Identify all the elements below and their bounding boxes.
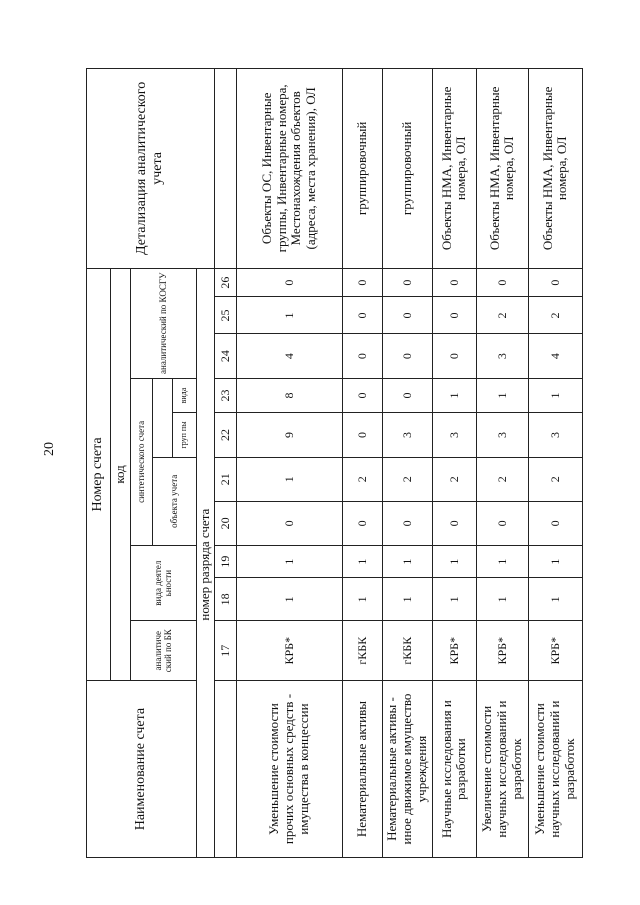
row-d23: 1: [432, 378, 476, 413]
row-detail: Объекты НМА, Инвентарные номера, ОЛ: [432, 69, 476, 269]
row-d26: 0: [342, 268, 382, 297]
table-row: [476, 69, 528, 858]
row-d18: 1: [236, 578, 342, 621]
row-code: гКБК: [382, 621, 432, 681]
row-d25: 2: [528, 297, 582, 334]
header-kosgu: аналитический по КОСГУ: [131, 268, 197, 378]
row-d19: 1: [432, 546, 476, 578]
table-row: [382, 69, 432, 858]
row-d18: 1: [432, 578, 476, 621]
row-d26: 0: [382, 268, 432, 297]
digit-25: 25: [214, 297, 236, 334]
header-kind: вида: [173, 378, 197, 413]
rotated-table-wrapper: [86, 68, 577, 858]
row-d26: 0: [476, 268, 528, 297]
row-d21: 2: [342, 457, 382, 501]
row-d19: 1: [236, 546, 342, 578]
row-detail: группировочный: [382, 69, 432, 269]
row-code: КРБ*: [528, 621, 582, 681]
table-row: [342, 69, 382, 858]
header-detail: Детализация аналитического учета: [87, 69, 215, 269]
header-digit-no: номер разряда счета: [197, 268, 215, 680]
row-d25: 0: [342, 297, 382, 334]
row-d20: 0: [528, 501, 582, 545]
row-d25: 1: [236, 297, 342, 334]
row-detail: группировочный: [342, 69, 382, 269]
row-d24: 4: [528, 334, 582, 378]
page-number: 20: [42, 442, 57, 456]
row-d18: 1: [528, 578, 582, 621]
table-row: [528, 69, 582, 858]
header-digit-spacer: [197, 681, 215, 858]
row-d20: 0: [342, 501, 382, 545]
row-name: Нематериальные активы: [342, 681, 382, 858]
row-name: Научные исследования и разработки: [432, 681, 476, 858]
row-d26: 0: [236, 268, 342, 297]
digit-17: 17: [214, 621, 236, 681]
row-detail: Объекты НМА, Инвентарные номера, ОЛ: [476, 69, 528, 269]
table-row: [236, 69, 342, 858]
row-d18: 1: [382, 578, 432, 621]
row-d22: 3: [432, 413, 476, 457]
digit-20: 20: [214, 501, 236, 545]
row-d24: 3: [476, 334, 528, 378]
header-analytic-bk: аналитиче ский по БК: [131, 621, 197, 681]
row-d21: 2: [528, 457, 582, 501]
header-name: Наименование счета: [87, 681, 197, 858]
row-detail: Объекты НМА, Инвентарные номера, ОЛ: [528, 69, 582, 269]
header-number: Номер счета: [87, 268, 111, 680]
row-d21: 1: [236, 457, 342, 501]
row-code: гКБК: [342, 621, 382, 681]
digit-23: 23: [214, 378, 236, 413]
header-code: код: [111, 268, 131, 680]
digit-24: 24: [214, 334, 236, 378]
row-d19: 1: [382, 546, 432, 578]
row-d22: 9: [236, 413, 342, 457]
row-d21: 2: [382, 457, 432, 501]
row-d24: 0: [342, 334, 382, 378]
digit-blank-detail: [214, 69, 236, 269]
row-d18: 1: [342, 578, 382, 621]
row-d19: 1: [342, 546, 382, 578]
row-d23: 0: [382, 378, 432, 413]
row-d23: 0: [342, 378, 382, 413]
row-d23: 1: [528, 378, 582, 413]
row-code: КРБ*: [236, 621, 342, 681]
digit-21: 21: [214, 457, 236, 501]
table-row: [432, 69, 476, 858]
digit-19: 19: [214, 546, 236, 578]
row-d20: 0: [382, 501, 432, 545]
header-activity: вида деятел ьности: [131, 546, 197, 621]
row-d22: 3: [382, 413, 432, 457]
row-detail: Объекты ОС, Инвентарные группы, Инвентарные номера, Местонахождения объектов (адреса, места хранения), ОЛ: [236, 69, 342, 269]
row-d20: 0: [432, 501, 476, 545]
row-d20: 0: [476, 501, 528, 545]
header-group-kind-spacer: [153, 378, 173, 457]
row-code: КРБ*: [476, 621, 528, 681]
header-synthetic: синтетического счета: [131, 378, 153, 545]
row-d23: 1: [476, 378, 528, 413]
digit-26: 26: [214, 268, 236, 297]
row-d19: 1: [528, 546, 582, 578]
row-d25: 0: [382, 297, 432, 334]
row-d19: 1: [476, 546, 528, 578]
digit-blank: [214, 681, 236, 858]
row-d18: 1: [476, 578, 528, 621]
row-d23: 8: [236, 378, 342, 413]
row-d26: 0: [432, 268, 476, 297]
digit-22: 22: [214, 413, 236, 457]
header-object: объекта учета: [153, 457, 197, 545]
row-name: Уменьшение стоимости прочих основных средств - имущества в концессии: [236, 681, 342, 858]
row-d24: 4: [236, 334, 342, 378]
row-d24: 0: [382, 334, 432, 378]
accounts-table: [86, 68, 583, 858]
header-group: груп пы: [173, 413, 197, 457]
row-code: КРБ*: [432, 621, 476, 681]
row-name: Нематериальные активы - иное движимое имущество учреждения: [382, 681, 432, 858]
row-d22: 3: [528, 413, 582, 457]
row-d25: 0: [432, 297, 476, 334]
row-d21: 2: [432, 457, 476, 501]
row-d25: 2: [476, 297, 528, 334]
row-d21: 2: [476, 457, 528, 501]
row-d22: 0: [342, 413, 382, 457]
row-name: Увеличение стоимости научных исследований и разработок: [476, 681, 528, 858]
row-name: Уменьшение стоимости научных исследований и разработок: [528, 681, 582, 858]
row-d24: 0: [432, 334, 476, 378]
row-d26: 0: [528, 268, 582, 297]
digit-18: 18: [214, 578, 236, 621]
row-d22: 3: [476, 413, 528, 457]
row-d20: 0: [236, 501, 342, 545]
